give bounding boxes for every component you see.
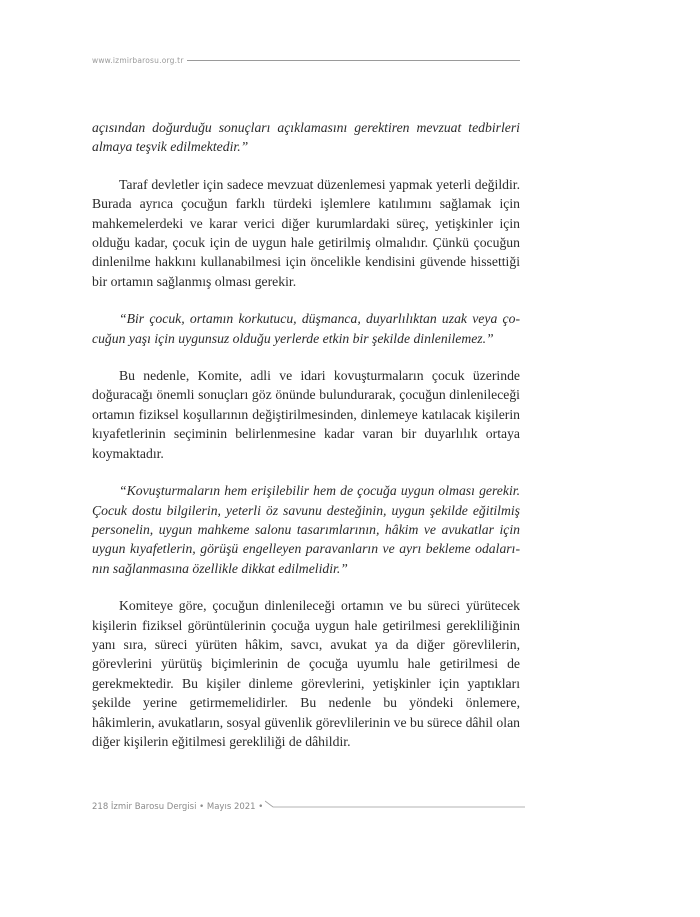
quote-paragraph: “Kovuşturmaların hem erişilebilir hem de çocuğa uygun olması gerekir. Çocuk dostu bilgilerin, yeterli öz savunu desteğinin, uygun şekilde eğitilmiş personelin, uygun mahkeme salonu tasarımlarının, hâkim ve avukatlar için uygun kıyafetlerin, görüşü engelleyen paravanların ve ayrı bekleme odalarının sağlanmasına özellikle dikkat edilmelidir.”: [92, 483, 520, 576]
body-paragraph: Taraf devletler için sadece mevzuat düzenlemesi yapmak yeterli değildir. Burada ayrıca çocuğun farklı türdeki işlemlere katılımını sağlamak için mahkemelerdeki ve karar verici diğer kurumlardaki süreç, yetişkinler için olduğu kadar, çocuk için de uygun hale getirilmiş olmalıdır. Çünkü çocuğun dinlenilme hakkını kullanabilmesi için öncelikle kendisini güvende hissettiği bir ortamın sağlanmış olması gerekir.: [92, 176, 520, 289]
footer-text: 218 İzmir Barosu Dergisi • Mayıs 2021 •: [92, 802, 264, 812]
footer-rule: [265, 800, 520, 814]
quote-paragraph: “Bir çocuk, ortamın korkutucu, düşmanca, duyarlılıktan uzak veya çocuğun yaşı için uygunsuz olduğu yerlerde etkin bir şekilde dinlenilemez.”: [92, 311, 520, 346]
header-rule: [187, 60, 520, 61]
page-header: [92, 54, 520, 66]
body-paragraph: Bu nedenle, Komite, adli ve idari kovuşturmaların çocuk üzerinde doğuracağı önemli sonuçları göz önünde bulundurarak, çocuğun dinlenileceği ortamın fiziksel koşullarının değiştirilmesinden, dinlemeye katılacak kişilerin kıyafetlerinin seçiminin belirlenmesine kadar varan bir duyarlılık ortaya koymaktadır.: [92, 368, 520, 461]
quote-continuation-paragraph: açısından doğurduğu sonuçları açıklamasını gerektiren mevzuat tedbirleri almaya teşvik edilmektedir.”: [92, 120, 520, 155]
body-paragraph: Komiteye göre, çocuğun dinlenileceği ortamın ve bu süreci yürütecek kişilerin fiziksel görüntülerinin çocuğa uygun hale getirilmesi gerekliliğinin yanı sıra, süreci yürüten hâkim, savcı, avukat ya da diğer görevlilerin, görevlerini yürütüş biçimlerinin de çocuğa uyumlu hale getirilmesi de gerekmektedir. Bu kişiler dinleme görevlerini, yetişkinler için yaptıkları şekilde yerine getirmemelidirler. Bu nedenle bu yöndeki önlemere, hâkimlerin, avukatların, sosyal güvenlik görevlilerinin ve bu sürece dâhil olan diğer kişilerin eğitilmesi gerekliliği de dâhildir.: [92, 598, 520, 749]
header-url: www.izmirbarosu.org.tr: [92, 55, 184, 65]
page-body: [92, 118, 520, 751]
page-footer: [92, 800, 520, 814]
